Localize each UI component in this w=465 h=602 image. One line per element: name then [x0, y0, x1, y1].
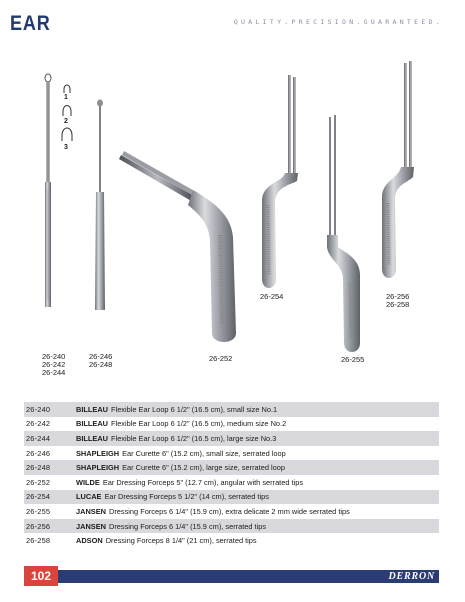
table-row	[24, 402, 439, 417]
figure-label-26-252: 26-252	[209, 354, 233, 363]
item-code: 26-242	[26, 419, 51, 429]
table-row	[24, 504, 439, 519]
ear-loop-instrument	[45, 74, 51, 307]
table-row	[24, 446, 439, 461]
item-description	[76, 449, 439, 458]
item-description	[76, 492, 439, 501]
loop-size-2: 2	[64, 118, 68, 125]
item-brand: JANSEN	[76, 506, 106, 516]
page-number: 102	[24, 566, 58, 586]
item-brand: BILLEAU	[76, 433, 109, 443]
table-row	[24, 417, 439, 432]
item-brand: WILDE	[76, 477, 100, 487]
item-brand: SHAPLEIGH	[76, 463, 120, 473]
item-description	[76, 405, 439, 414]
item-description	[76, 478, 439, 487]
item-text: Ear Dressing Forceps 5" (12.7 cm), angular with serrated tips	[102, 477, 304, 487]
item-text: Ear Curette 6" (15.2 cm), small size, serrated loop	[122, 448, 286, 458]
jansen-delicate-forceps-instrument	[327, 115, 360, 352]
footer-bar	[24, 570, 439, 583]
item-text: Dressing Forceps 8 1/4" (21 cm), serrated tips	[105, 536, 257, 546]
table-row	[24, 460, 439, 475]
ear-curette-instrument	[95, 100, 105, 311]
table-row	[24, 475, 439, 490]
item-brand: BILLEAU	[76, 419, 109, 429]
table-row	[24, 490, 439, 505]
item-text: Flexible Ear Loop 6 1/2" (16.5 cm), medium size No.2	[111, 419, 287, 429]
item-code: 26-240	[26, 404, 51, 414]
item-text: Dressing Forceps 6 1/4" (15.9 cm), serrated tips	[108, 521, 267, 531]
item-code: 26-248	[26, 463, 51, 473]
page-title: EAR	[10, 12, 51, 35]
item-text: Dressing Forceps 6 1/4" (15.9 cm), extra delicate 2 mm wide serrated tips	[108, 506, 350, 516]
tagline: QUALITY.PRECISION.GUARANTEED.	[233, 18, 443, 26]
figure-label-26-254: 26-254	[260, 292, 284, 301]
item-brand: ADSON	[76, 536, 103, 546]
catalog-table	[24, 402, 439, 548]
item-code: 26-244	[26, 433, 51, 443]
item-description	[76, 522, 439, 531]
figure-label-26-258: 26-258	[386, 300, 410, 309]
brand-logo: DERRON	[388, 571, 435, 582]
figure-label-26-246: 26-246	[89, 352, 113, 361]
table-row	[24, 431, 439, 446]
item-code: 26-255	[26, 506, 51, 516]
loop-size-1: 1	[64, 94, 68, 101]
item-text: Flexible Ear Loop 6 1/2" (16.5 cm), large size No.3	[111, 433, 277, 443]
item-description	[76, 536, 439, 545]
item-code: 26-256	[26, 521, 51, 531]
instrument-illustration	[0, 55, 465, 400]
item-brand: BILLEAU	[76, 404, 109, 414]
table-row	[24, 533, 439, 548]
item-code: 26-254	[26, 492, 51, 502]
item-text: Ear Dressing Forceps 5 1/2" (14 cm), serrated tips	[104, 492, 269, 502]
item-brand: SHAPLEIGH	[76, 448, 120, 458]
item-description	[76, 507, 439, 516]
wilde-forceps-instrument	[119, 151, 236, 342]
item-code: 26-252	[26, 477, 51, 487]
item-brand: LUCAE	[76, 492, 102, 502]
instrument-figures	[0, 55, 465, 400]
loop-size-3: 3	[64, 144, 68, 151]
item-text: Ear Curette 6" (15.2 cm), large size, serrated loop	[122, 463, 285, 473]
item-code: 26-258	[26, 536, 51, 546]
item-brand: JANSEN	[76, 521, 106, 531]
figure-label-26-242: 26-242	[42, 360, 66, 369]
figure-label-26-256: 26-256	[386, 292, 410, 301]
item-code: 26-246	[26, 448, 51, 458]
item-description	[76, 419, 439, 428]
figure-label-26-240: 26-240	[42, 352, 66, 361]
item-text: Flexible Ear Loop 6 1/2" (16.5 cm), small size No.1	[111, 404, 278, 414]
figure-label-26-244: 26-244	[42, 368, 66, 377]
item-description	[76, 463, 439, 472]
item-description	[76, 434, 439, 443]
figure-label-26-248: 26-248	[89, 360, 113, 369]
figure-label-26-255: 26-255	[341, 355, 365, 364]
lucae-forceps-instrument	[262, 75, 298, 288]
jansen-forceps-instrument	[382, 61, 414, 278]
table-row	[24, 519, 439, 534]
